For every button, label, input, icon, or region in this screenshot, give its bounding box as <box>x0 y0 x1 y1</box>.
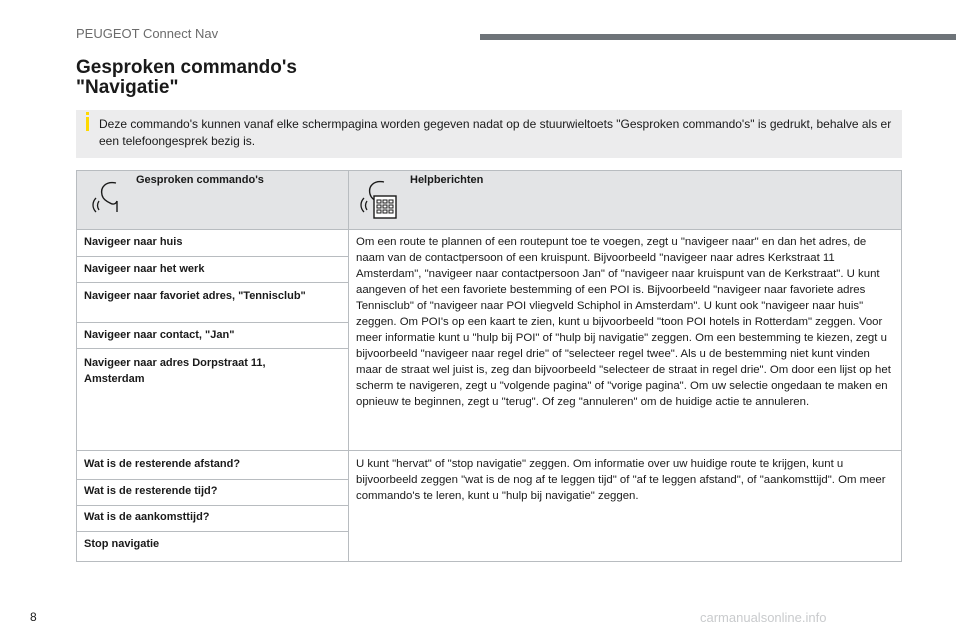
header-title: PEUGEOT Connect Nav <box>76 26 219 41</box>
watermark: carmanualsonline.info <box>700 610 827 625</box>
command-navigate-home: Navigeer naar huis <box>84 236 183 248</box>
help-message-icon <box>356 178 400 222</box>
info-text: Deze commando's kunnen vanaf elke schermpagina worden gegeven nadat op de stuurwieltoets "Gesproken commando's" is gedrukt, behalve als er een telefoongesprek bezig is. <box>99 117 892 148</box>
page-title-line-1: Gesproken commando's <box>76 57 297 78</box>
row-divider <box>76 505 348 506</box>
command-arrival-time: Wat is de aankomsttijd? <box>84 511 210 523</box>
voice-command-icon <box>86 178 126 218</box>
row-divider <box>76 531 348 532</box>
column-divider <box>348 170 349 562</box>
command-navigate-work: Navigeer naar het werk <box>84 263 205 275</box>
header-help: Helpberichten <box>410 174 484 186</box>
command-stop-navigation: Stop navigatie <box>84 538 160 550</box>
help-text-navigation: Om een route te plannen of een routepunt toe te voegen, zegt u "navigeer naar" en dan het adres, de naam van de contactpersoon of een kruispunt. Bijvoorbeeld "navigeer naar adres Kerkstraat 11 Amsterdam", "navigeer naar contactpersoon Jan" of "navigeer naar kruispunt van de Kerkstraat". U kunt aangeven of het een favoriete bestemming of een POI is. Bijvoorbeeld "navigeer naar favoriete adres Tennisclub" of "navigeer naar POI vliegveld Schiphol in Amsterdam". U kunt ook "navigeer naar huis" zeggen. Om POI's op een kaart te zien, kunt u bijvoorbeeld "toon POI hotels in Rotterdam" zeggen. Voor meer informatie kunt u "hulp bij POI" of "hulp bij navigatie" zeggen. Om een bestemming te kiezen, zegt u bijvoorbeeld "navigeer naar regel drie" of "selecteer regel twee". Als u de bestemming niet kunt vinden maar de straat wel juist is, zeg dan bijvoorbeeld "selecteer de straat in regel drie". Om door een lijst op het scherm te navigeren, zegt u "volgende pagina" of "vorige pagina". Om uw selectie ongedaan te maken en opnieuw te beginnen, zegt u "terug". Of zeg "annuleren" om de huidige actie te annuleren. <box>356 236 891 408</box>
row-divider <box>76 282 348 283</box>
row-divider <box>76 479 348 480</box>
page-title-line-2: "Navigatie" <box>76 77 179 98</box>
command-navigate-contact: Navigeer naar contact, "Jan" <box>84 329 235 341</box>
row-divider <box>76 322 348 323</box>
header-commands: Gesproken commando's <box>136 174 264 186</box>
help-text-route-info: U kunt "hervat" of "stop navigatie" zeggen. Om informatie over uw huidige route te krijgen, kunt u bijvoorbeeld zeggen "wat is de nog af te leggen tijd" of "af te leggen afstand", of "aankomsttijd". Om meer commando's te leren, kunt u "hulp bij navigatie" zeggen. <box>356 458 886 502</box>
command-remaining-time: Wat is de resterende tijd? <box>84 485 218 497</box>
header-bar <box>480 34 956 40</box>
command-navigate-favorite: Navigeer naar favoriet adres, "Tennisclub" <box>84 290 306 302</box>
group-divider <box>76 450 902 451</box>
command-navigate-address: Navigeer naar adres Dorpstraat 11, Amsterdam <box>84 357 266 385</box>
row-divider <box>76 256 348 257</box>
page-number: 8 <box>30 610 37 624</box>
row-divider <box>76 348 348 349</box>
info-icon <box>86 117 89 131</box>
page-title <box>76 58 297 98</box>
command-remaining-distance: Wat is de resterende afstand? <box>84 458 241 470</box>
